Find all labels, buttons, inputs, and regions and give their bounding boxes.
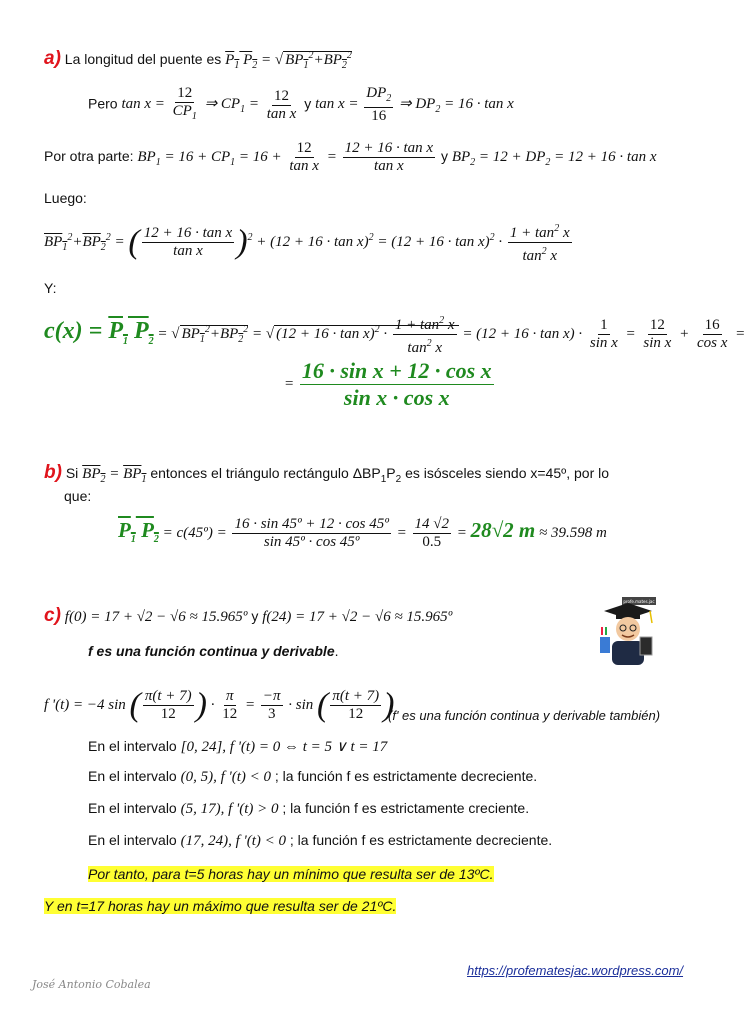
interval-post: ; la función f es estrictamente decreciente.	[274, 768, 538, 784]
continuity-tail: .	[334, 643, 339, 659]
y-text-c: y	[251, 608, 259, 624]
continuity-text: f es una función continua y derivable	[88, 643, 335, 659]
y-colon-text: Y:	[44, 280, 57, 296]
y-text: y	[304, 95, 312, 112]
por-otra-text: Por otra parte:	[44, 147, 134, 164]
interval-pre: En el intervalo	[88, 738, 177, 754]
part-c-label: c)	[44, 605, 61, 626]
derivative-note: (f' es una función continua y derivable también)	[388, 708, 661, 723]
bp1-formula: $BP_1 = 16 + CP_1 = 16$ + $\frac{12}{\text{tan x}}$ = $\frac{\text{12 + 16 · tan x}}{\text{tan x}}$	[137, 140, 434, 174]
teacher-avatar-icon	[592, 597, 662, 667]
part-a-label: a)	[44, 48, 61, 69]
part-b-label: b)	[44, 462, 62, 483]
conclusion-minimum: Por tanto, para t=5 horas hay un mínimo que resulta ser de 13ºC.	[88, 866, 494, 882]
interval-pre: En el intervalo	[88, 832, 177, 848]
interval-pre: En el intervalo	[88, 768, 177, 784]
result-approx: ≈ 39.598 m	[539, 524, 607, 541]
dp2-formula: tan x = $\frac{DP_2}{16}$ ⇒ $DP_2 = 16 \cdot \tan x$	[315, 85, 514, 124]
triangle-text-3: es isósceles siendo x=45º, por lo	[405, 465, 610, 481]
part-a-line2	[88, 85, 514, 125]
interval-row	[88, 737, 387, 756]
f0-formula: f(0) = 17 + √2 − √6 ≈ 15.965º	[64, 609, 248, 625]
si-text: Si	[65, 465, 79, 481]
blog-link[interactable]: https://profematesjac.wordpress.com/	[467, 963, 684, 978]
luego-text: Luego:	[44, 190, 87, 206]
interval-math: [0, 24], f '(t) = 0 ⇔ t = 5 ∨ t = 17	[180, 739, 388, 755]
interval-post: ; la función f es estrictamente decreciente.	[289, 832, 553, 848]
continuity-statement	[88, 643, 339, 659]
c-of-x-result: = $\frac{\text{16 · sin x + 12 · cos x}}{\text{sin x · cos x}}$	[284, 358, 492, 410]
equal-sides: $BP_2 = BP_1$	[82, 466, 147, 485]
interval-post: ; la función f es estrictamente creciente.	[282, 800, 530, 816]
que-text: que:	[64, 488, 92, 504]
bridge-length-formula: $P_1$ $P_2$ = √ $BP_1^2+BP_2^2$	[225, 50, 352, 71]
bp2-formula: $BP_2 = 12 + DP_2 = 12 + 16 \cdot \tan x$	[451, 148, 657, 168]
part-b-line1: b) Si $BP_2 = BP_1$ entonces el triángulo rectángulo $\Delta BP_1P_2$ es isósceles siendo x=45º, por lo	[44, 462, 610, 485]
interval-row	[88, 800, 529, 818]
interval-pre: En el intervalo	[88, 800, 177, 816]
interval-row	[88, 768, 537, 786]
interval-math: (0, 5), f '(t) < 0	[180, 769, 272, 785]
p1p2-at-45-formula: $P_1$ $P_2$ = c(45º) = $\frac{\text{16 · sin 45º + 12 · cos 45º}}{\text{sin 45º · cos 45º}}$ = $\frac{14 √2}{0.5}$ = 28√2 m ≈ 39.598 m	[118, 516, 607, 550]
avatar-caption: profe.mates.jac	[623, 599, 655, 604]
interval-math: (5, 17), f '(t) > 0	[180, 801, 279, 817]
author-signature: José Antonio Cobalea	[32, 978, 151, 991]
intro-text: La longitud del puente es	[64, 51, 222, 67]
interval-row	[88, 832, 552, 850]
interval-math: (17, 24), f '(t) < 0	[180, 833, 287, 849]
result-28-sqrt2: 28√2 m	[470, 517, 536, 542]
pero-text: Pero	[88, 95, 118, 112]
triangle-text-1: entonces el triángulo rectángulo ΔBP	[150, 465, 381, 481]
c-of-x-formula: $c(x) = P_1$ $P_2$ = √ $BP_1^2+BP_2^2$ = √ $(12 + 16 \cdot \tan x)^2$ · $\frac{1 + \tan^2 x}{\tan^2 x}$ = (12 + 16 · tan x) · $\frac{1}{\text{sin x}}$ = $\frac{12}{\text{sin x}}$ + $\frac{16}{\text{cos x}}$ =	[44, 312, 745, 357]
y-text-2: y	[440, 147, 448, 164]
part-c-line1	[44, 605, 452, 627]
part-a-line1	[44, 48, 352, 71]
sum-squares-formula: $BP_1^2+BP_2^2$ = ( $\frac{\text{12 + 16 · tan x}}{\text{tan x}}$ )$^2 + (12 + 16 \cdot \tan x)^2 = (12 + 16 \cdot \tan x)^2$ · $\frac{1 + \tan^2 x}{\tan^2 x}$	[44, 220, 574, 265]
conclusion-maximum: Y en t=17 horas hay un máximo que resulta ser de 21ºC.	[44, 898, 397, 914]
part-a-line3	[44, 140, 656, 175]
cp1-formula: tan x = $\frac{12}{CP_1}$ ⇒ $CP_1$ = $\frac{12}{\text{tan x}}$	[121, 85, 297, 122]
f24-formula: f(24) = 17 + √2 − √6 ≈ 15.965º	[262, 609, 453, 625]
derivative-formula: f '(t) = −4 sin ( $\frac{\pi(t + 7)}{12}$ ) · $\frac{\pi}{12}$ = $\frac{-\pi}{3}$ · sin ( $\frac{\pi(t + 7)}{12}$ )	[44, 686, 395, 724]
triangle-text-2: P	[386, 465, 396, 481]
